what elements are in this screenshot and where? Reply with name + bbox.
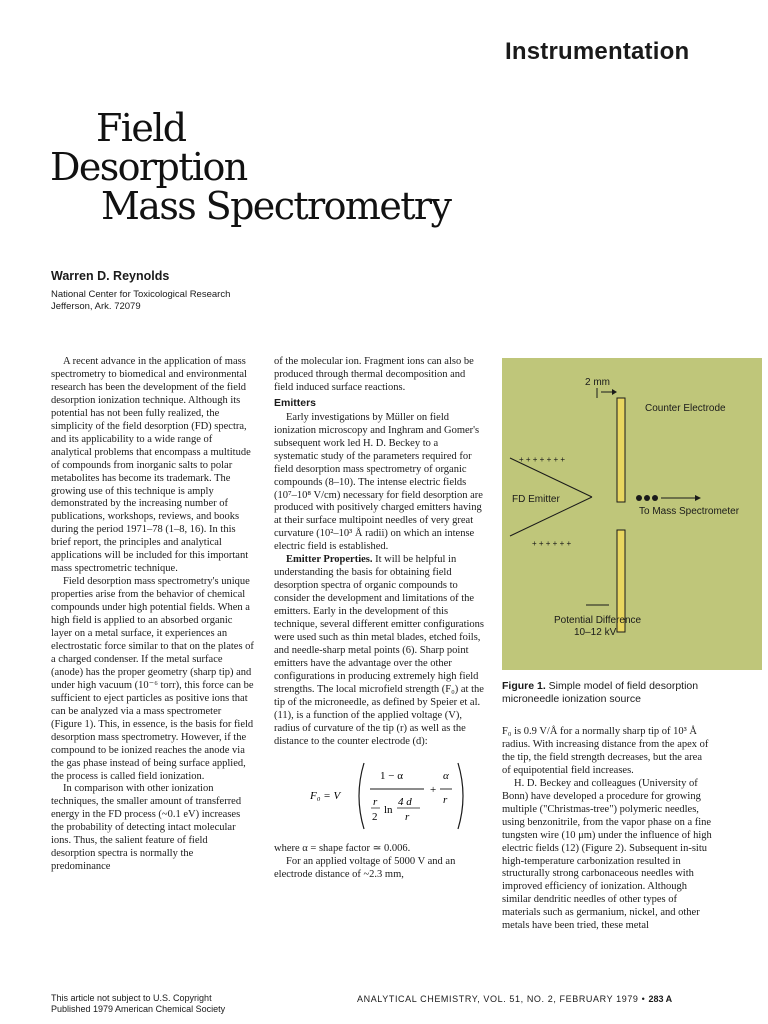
figure-1-diagram: [502, 358, 762, 670]
charge-marks-upper: + + + + + + +: [519, 455, 566, 464]
caption-label: Figure 1.: [502, 680, 546, 692]
paragraph: where α = shape factor ≃ 0.006.: [274, 842, 411, 854]
charge-marks-lower: + + + + + +: [532, 539, 572, 548]
journal-citation: ANALYTICAL CHEMISTRY, VOL. 51, NO. 2, FEBRUARY 1979 •: [357, 994, 646, 1004]
section-heading-emitters: Emitters: [274, 396, 317, 409]
equation-den-2: 2: [372, 810, 378, 823]
text-column-3: [502, 726, 712, 933]
ion-dot: [652, 495, 658, 501]
equation-r: r: [443, 793, 448, 806]
text-column-2: [274, 356, 484, 881]
journal-footer: [357, 994, 672, 1004]
dimension-arrowhead: [612, 389, 617, 395]
article-title-line-2: Desorption: [50, 145, 247, 189]
equation-lhs: F₀ = V: [310, 789, 341, 802]
caption-text: Simple model of field desorption microneedle ionization source: [502, 680, 699, 705]
paragraph: of the molecular ion. Fragment ions can also be produced through thermal decomposition and field induced surface reactions.: [274, 356, 474, 393]
paragraph: In comparison with other ionization techniques, the smaller amount of transferred energy in the FD process (~0.1 eV) increases the probability of detecting intact molecular ions. Thus, the salient feature of field desorption spectra is normally the predominance: [51, 783, 242, 873]
equation-field-strength: [274, 755, 484, 837]
equation-ln: ln: [384, 803, 393, 816]
copyright-line-1: This article not subject to U.S. Copyright: [51, 993, 212, 1003]
paragraph-text: It will be helpful in understanding the basis for obtaining field desorption spectra of organic compounds to consider the development and limitations of the emitters. Early in the development of this technique, several different emitter configurations were used such as thin metal blades, etched foils, and needle-sharp metal points (6). Sharp point emitters have the advantage over the other configurations in producing extremely high field strengths. The local microfield strength (F₀) at the tip of the microneedle, as defined by Speier et al. (11), is a function of the applied voltage (V), radius of curvature of the tip (r) as well as the distance to the counter electrode (d):: [274, 554, 485, 747]
paragraph: H. D. Beckey and colleagues (University of Bonn) have developed a procedure for growing multiple ("Christmas-tree") polymeric needles, using benzonitrile, from the vapor phase on a fine tungsten wire (10 μm) under the influence of high electric fields (12) (Figure 2). Subsequent in-situ high-temperature carbonization resulted in structurally strong carbonaceous needles with improved efficiency of ionization. Although similar dendritic needles of other types of materials such as germanium, nickel, and other metals have been tried, these metal: [502, 777, 712, 932]
dimension-label: 2 mm: [585, 377, 610, 388]
equation-den-4d: 4 d: [398, 795, 412, 808]
figure-1-caption: [502, 680, 722, 706]
fd-emitter-label: FD Emitter: [512, 494, 560, 505]
equation-graphic: [274, 755, 484, 837]
article-title-line-3: Mass Spectrometry: [101, 184, 451, 228]
right-paren: [458, 763, 463, 829]
counter-electrode-upper: [617, 398, 625, 502]
ion-path-arrowhead: [695, 495, 701, 501]
potential-label-2: 10–12 kV: [574, 627, 617, 638]
left-paren: [359, 763, 364, 829]
text-column-1: [51, 356, 254, 874]
affiliation-line-1: National Center for Toxicological Research: [51, 289, 231, 300]
copyright-notice: [51, 993, 225, 1015]
potential-label-1: Potential Difference: [554, 615, 642, 626]
paragraph: For an applied voltage of 5000 V and an electrode distance of ~2.3 mm,: [274, 855, 456, 880]
paragraph: [274, 554, 484, 748]
paragraph: Field desorption mass spectrometry's unique properties arise from the behavior of chemical compounds under high potential fields. When a high field is applied to an absorbed organic layer on a metal surface, it experiences an electrostatic force similar to that on the plates of a charged condenser. If the metal surface (anode) has the proper geometry (sharp tip) and under high vacuum (10⁻⁶ torr), this force can be sufficient to eject particles as positive ions that can be analyzed via a mass spectrometer (Figure 1). This, in essence, is the basis for field desorption mass spectrometry. However, if the compound to be ionized reaches the anode via the gas phase instead of being surface applied, the process is called field ionization.: [51, 576, 254, 782]
paragraph: A recent advance in the application of mass spectrometry to biomedical and environmental research has been the development of the field desorption ionization technique. Although its potential has not been fully realized, the simplicity of the field desorption (FD) spectra, and its applicability to a wide range of analytical problems that encompass a multitude of compounds from inorganic salts to polar metabolites has become its trademark. The growing use of this technique is amply demonstrated by the increasing number of publications, workshops, reviews, and books during the period 1971–78 (1–8, 16). In this brief report, the principles and analytical applications will be included for this important mass spectrometric technique.: [51, 356, 251, 575]
figure-svg: [502, 358, 762, 670]
copyright-line-2: Published 1979 American Chemical Society: [51, 1004, 226, 1014]
paragraph: Early investigations by Müller on field ionization microscopy and Inghram and Gomer's subsequent work led H. D. Beckey to a systematic study of the parameters required for field desorption mass spectrometry of organic compounds (8–10). The intense electric fields (10⁷–10⁸ V/cm) necessary for field desorption are produced with positively charged emitters having at their surface multipoint needles of very great curvature (10²–10³ Å radii) on which an intense electric field is established.: [274, 411, 483, 553]
ion-dot: [644, 495, 650, 501]
counter-electrode-label: Counter Electrode: [645, 403, 726, 414]
article-title-line-1: Field: [96, 106, 186, 150]
affiliation-line-2: Jefferson, Ark. 72079: [51, 301, 141, 312]
equation-den-r2: r: [405, 810, 410, 823]
equation-den-r: r: [373, 795, 378, 808]
equation-plus: +: [430, 783, 437, 796]
paragraph: F₀ is 0.9 V/Å for a normally sharp tip of 10³ Å radius. With increasing distance from the apex of the tip, the field strength decreases, but the area of equipotential field increases.: [502, 726, 709, 776]
ion-dot: [636, 495, 642, 501]
author-name: Warren D. Reynolds: [51, 269, 170, 283]
author-affiliation: [51, 289, 230, 313]
equation-alpha: α: [443, 769, 449, 782]
mass-spectrometer-label: To Mass Spectrometer: [639, 506, 740, 517]
page-number: 283 A: [648, 994, 673, 1004]
run-in-heading: Emitter Properties.: [286, 554, 373, 566]
equation-numerator: 1 − α: [380, 769, 403, 782]
section-label: Instrumentation: [505, 38, 690, 65]
